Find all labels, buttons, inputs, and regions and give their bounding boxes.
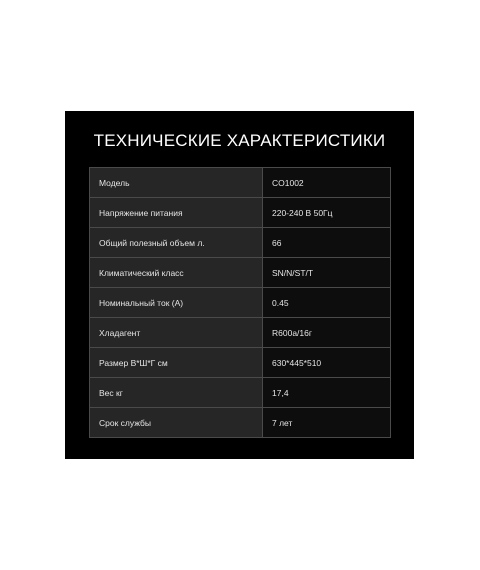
spec-label: Модель (90, 168, 263, 198)
spec-label: Размер В*Ш*Г см (90, 348, 263, 378)
spec-value: 17,4 (263, 378, 391, 408)
table-row (90, 258, 391, 288)
spec-value: 7 лет (263, 408, 391, 438)
table-row (90, 288, 391, 318)
spec-label: Общий полезный объем л. (90, 228, 263, 258)
spec-label: Напряжение питания (90, 198, 263, 228)
table-row (90, 408, 391, 438)
spec-label: Климатический класс (90, 258, 263, 288)
table-row (90, 378, 391, 408)
spec-label: Номинальный ток (А) (90, 288, 263, 318)
spec-label: Вес кг (90, 378, 263, 408)
spec-value: 220-240 В 50Гц (263, 198, 391, 228)
table-row (90, 318, 391, 348)
table-row (90, 168, 391, 198)
spec-value: SN/N/ST/T (263, 258, 391, 288)
spec-label: Срок службы (90, 408, 263, 438)
specs-panel (65, 111, 414, 459)
table-row (90, 198, 391, 228)
table-row (90, 348, 391, 378)
spec-label: Хладагент (90, 318, 263, 348)
table-row (90, 228, 391, 258)
spec-value: R600a/16г (263, 318, 391, 348)
spec-value: 66 (263, 228, 391, 258)
specs-table (89, 167, 391, 438)
spec-value: 630*445*510 (263, 348, 391, 378)
spec-value: 0.45 (263, 288, 391, 318)
panel-title: ТЕХНИЧЕСКИЕ ХАРАКТЕРИСТИКИ (93, 131, 386, 150)
spec-value: CO1002 (263, 168, 391, 198)
